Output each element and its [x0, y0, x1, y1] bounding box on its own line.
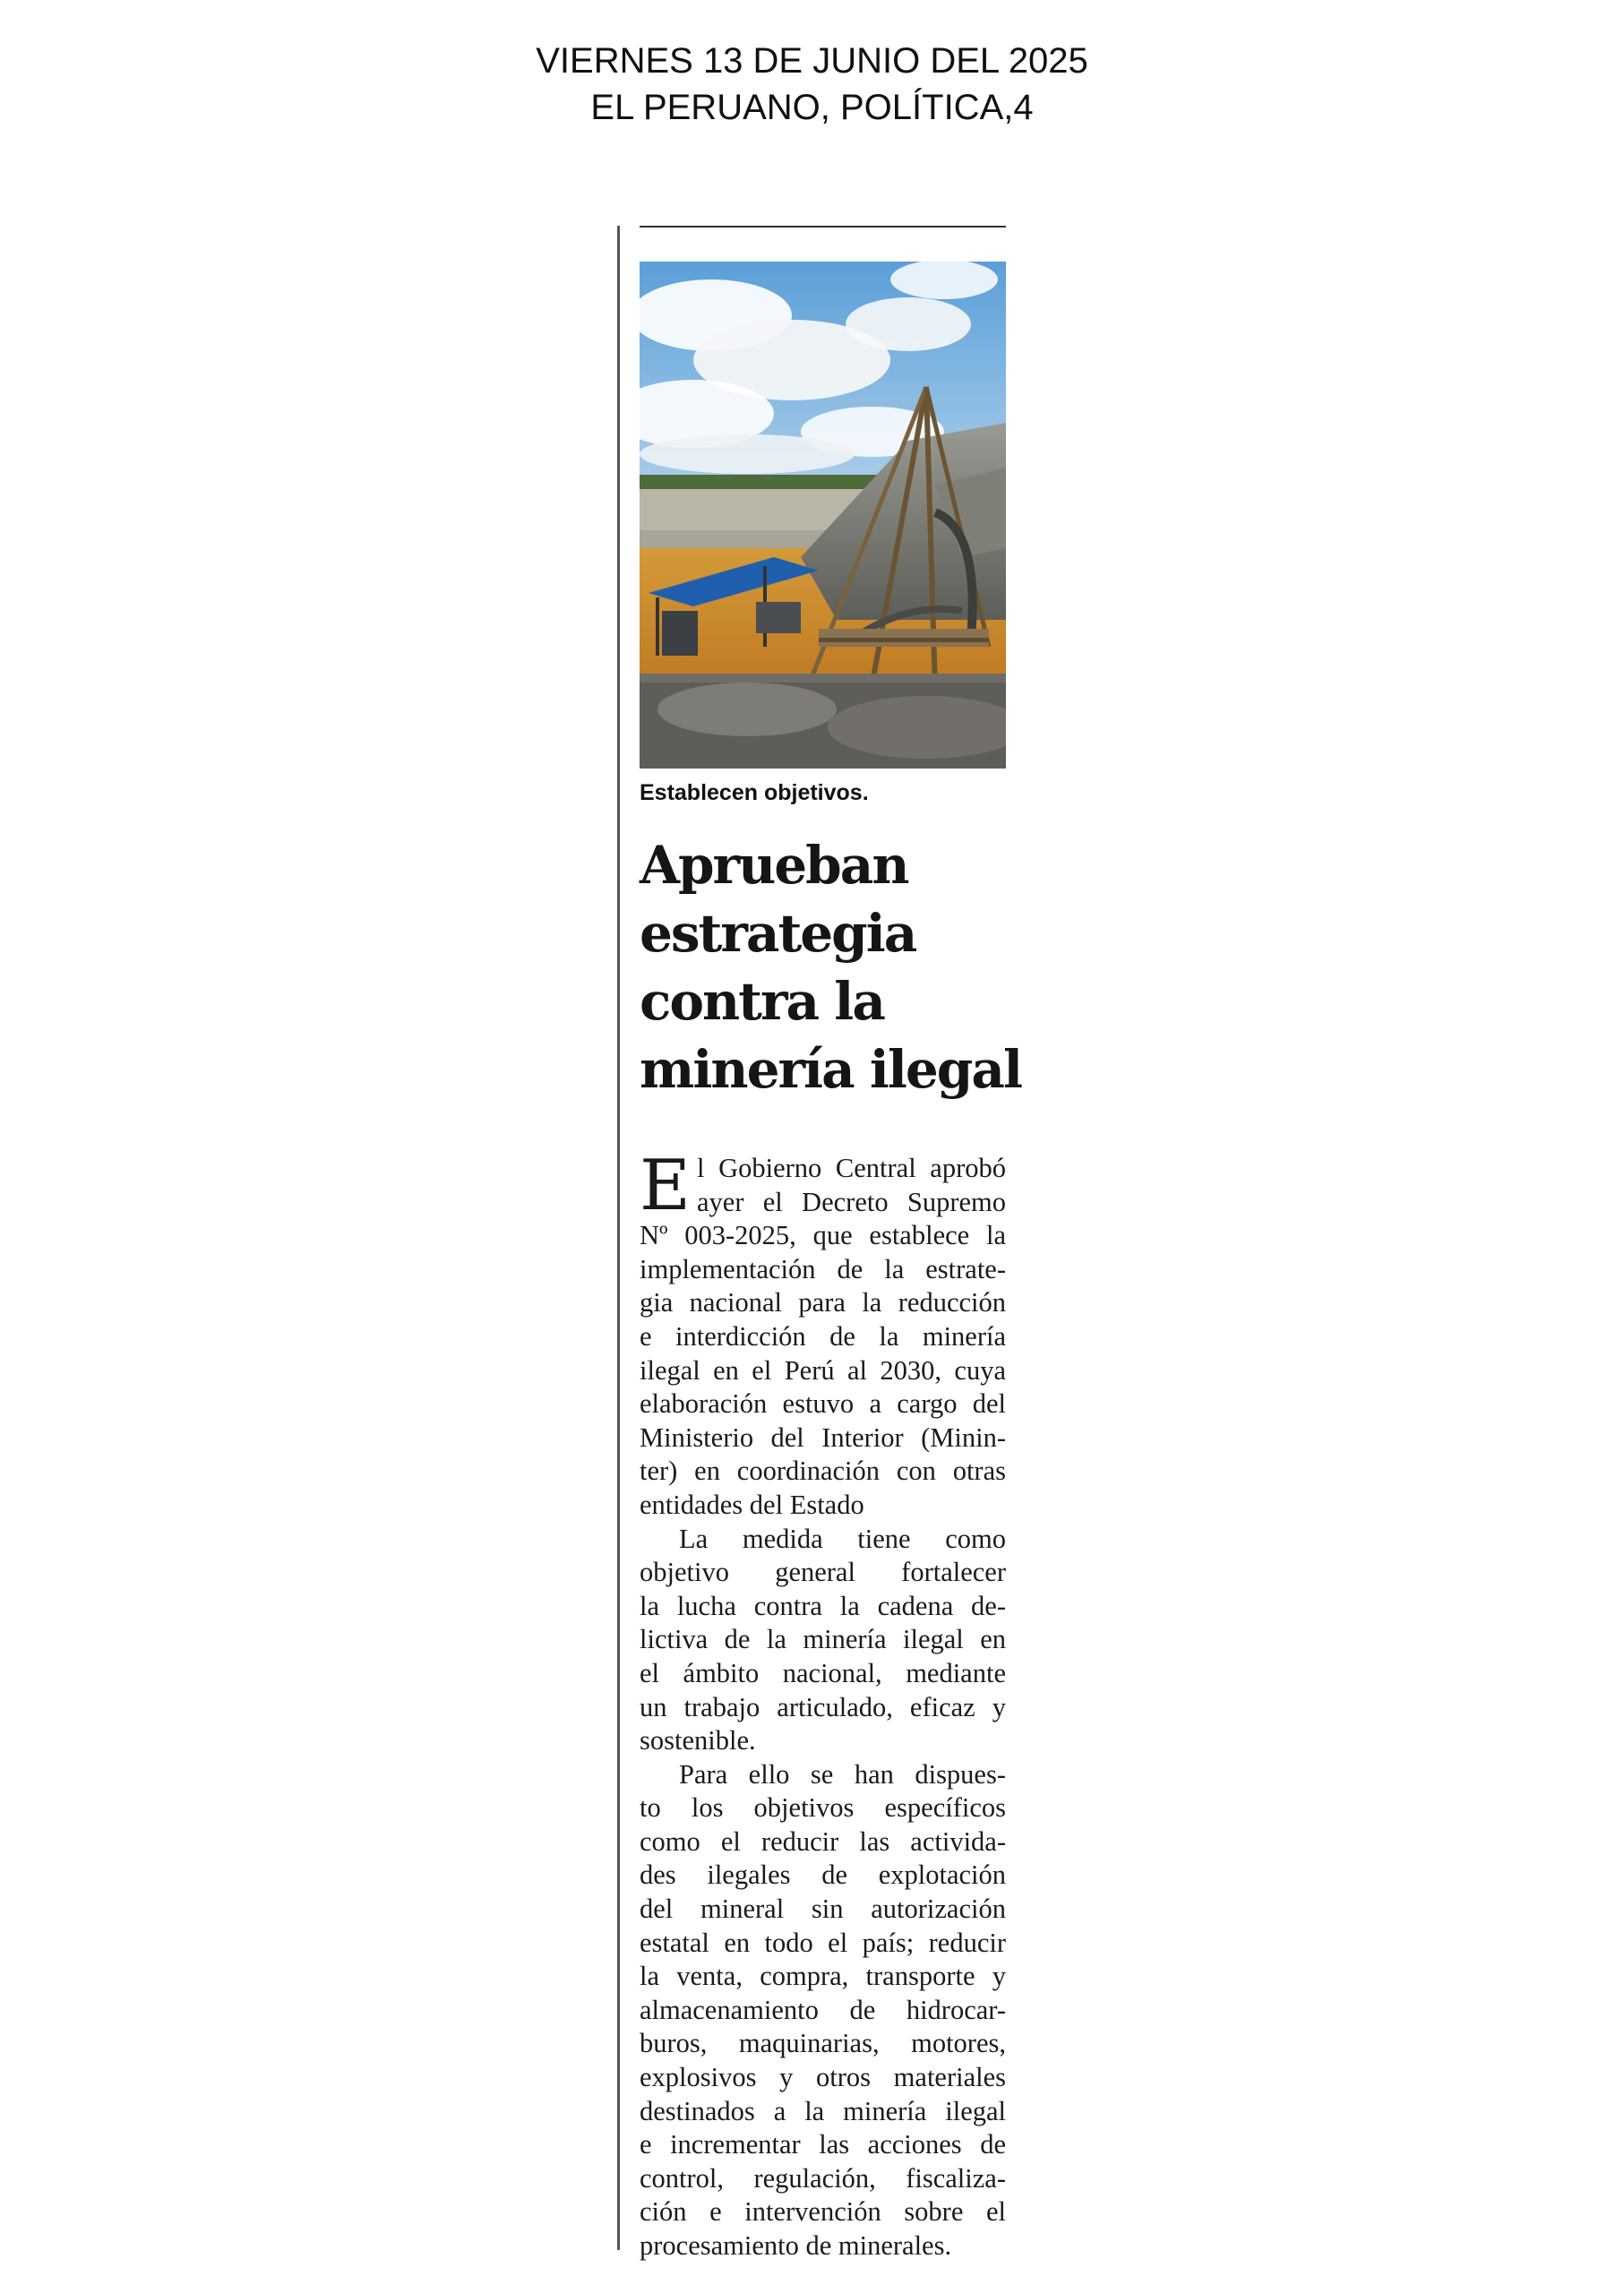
headline-line: minería ilegal: [640, 1039, 1021, 1100]
body-line: almacenamiento de hidrocar-: [640, 1994, 1006, 2025]
body-line: gia nacional para la reducción: [640, 1287, 1006, 1318]
body-line: procesamiento de minerales.: [640, 2230, 952, 2261]
body-line: el ámbito nacional, mediante: [640, 1657, 1006, 1688]
body-line: implementación de la estrate-: [640, 1253, 1006, 1284]
body-line: la lucha contra la cadena de-: [640, 1590, 1006, 1621]
body-line: ayer el Decreto Supremo: [697, 1186, 1006, 1217]
body-line: Ministerio del Interior (Minin-: [640, 1421, 1006, 1453]
headline-line: Aprueban: [640, 835, 908, 896]
body-line: Para ello se han dispues-: [679, 1758, 1006, 1790]
headline-line: contra la: [640, 971, 884, 1032]
body-line: la venta, compra, transporte y: [640, 1961, 1006, 1992]
headline-line: estrategia: [640, 903, 916, 964]
body-line: e incrementar las acciones de: [640, 2129, 1006, 2160]
body-line: control, regulación, fiscaliza-: [640, 2162, 1006, 2194]
body-line: ción e intervención sobre el: [640, 2196, 1006, 2228]
column-top-rule: [640, 226, 1006, 228]
body-line: buros, maquinarias, motores,: [640, 2028, 1006, 2059]
column-vertical-rule: [617, 226, 620, 2250]
body-line: to los objetivos específicos: [640, 1792, 1006, 1824]
body-line: lictiva de la minería ilegal en: [640, 1624, 1006, 1655]
body-line: Nº 003-2025, que establece la: [640, 1220, 1006, 1251]
masthead-date: VIERNES 13 DE JUNIO DEL 2025: [536, 41, 1088, 81]
body-line: entidades del Estado: [640, 1489, 864, 1520]
photo-caption: Establecen objetivos.: [640, 780, 869, 805]
body-line: La medida tiene como: [679, 1523, 1006, 1554]
body-line: estatal en todo el país; reducir: [640, 1927, 1006, 1958]
masthead-section: EL PERUANO, POLÍTICA,4: [590, 88, 1034, 127]
body-line: e interdicción de la minería: [640, 1320, 1006, 1352]
body-line: como el reducir las activida-: [640, 1825, 1006, 1857]
body-line: l Gobierno Central aprobó: [697, 1153, 1006, 1183]
article-headline: [640, 831, 1021, 1104]
body-line: objetivo general fortalecer: [640, 1557, 1006, 1588]
article-photo: [640, 262, 1006, 769]
body-line: elaboración estuvo a cargo del: [640, 1388, 1006, 1420]
masthead: [0, 38, 1624, 131]
body-line: ilegal en el Perú al 2030, cuya: [640, 1354, 1006, 1386]
body-line: explosivos y otros materiales: [640, 2062, 1006, 2093]
article-body: [640, 1146, 1006, 2263]
body-line: del mineral sin autorización: [640, 1894, 1006, 1925]
body-line: des ilegales de explotación: [640, 1859, 1006, 1891]
body-line: sostenible.: [640, 1725, 756, 1756]
drop-cap: E: [640, 1146, 691, 1226]
body-line: destinados a la minería ilegal: [640, 2095, 1006, 2126]
body-line: un trabajo articulado, eficaz y: [640, 1691, 1006, 1722]
body-line: ter) en coordinación con otras: [640, 1456, 1006, 1487]
